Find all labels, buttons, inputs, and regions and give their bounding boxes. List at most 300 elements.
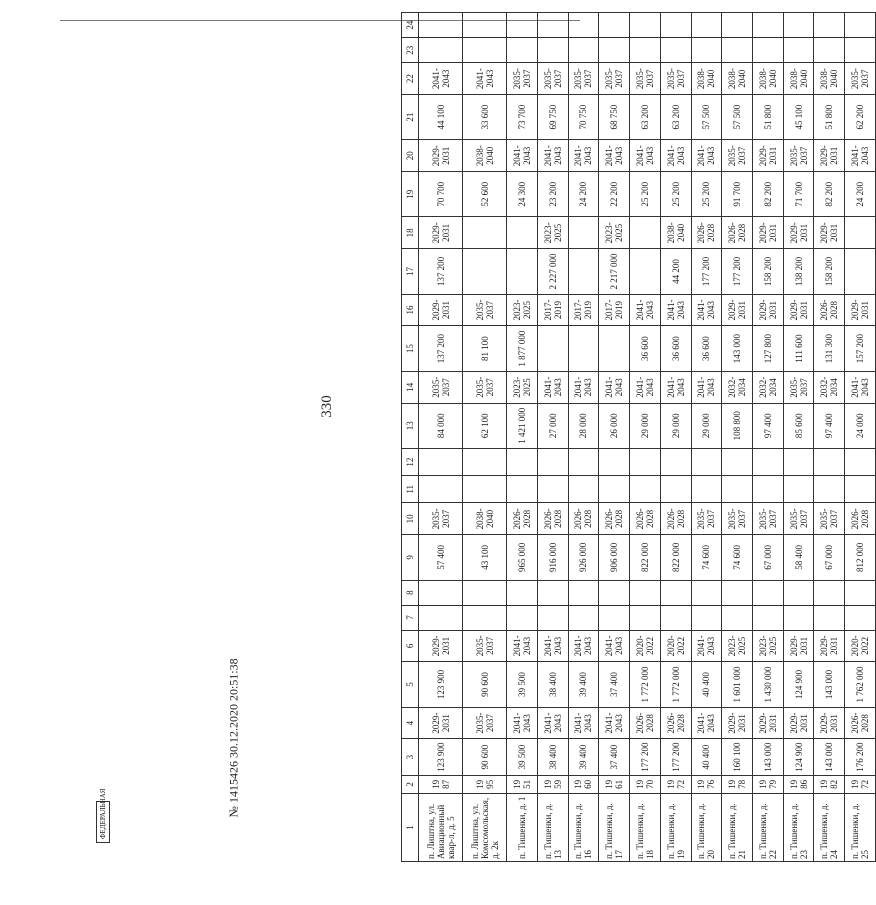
table-cell: 822 000 [660, 535, 691, 580]
table-cell: 2026-2028 [691, 217, 722, 249]
table-cell: 2041-2043 [660, 371, 691, 403]
table-row [722, 13, 753, 862]
table-cell: 2041-2043 [507, 707, 538, 739]
table-cell: 40 400 [691, 662, 722, 707]
table-cell: 111 600 [783, 326, 814, 371]
table-cell: 177 200 [660, 739, 691, 775]
table-cell [722, 13, 753, 38]
column-header: 14 [402, 371, 419, 403]
table-cell [691, 38, 722, 63]
table-cell: 74 600 [691, 535, 722, 580]
table-cell: 2035-2037 [463, 630, 507, 662]
table-cell: 176 200 [845, 739, 876, 775]
column-header: 2 [402, 775, 419, 793]
table-cell: 23 200 [537, 172, 568, 217]
table-cell: 2017-2019 [568, 294, 599, 326]
table-cell [630, 249, 661, 294]
table-cell [845, 605, 876, 630]
table-cell [463, 448, 507, 475]
table-cell: 37 400 [599, 739, 630, 775]
table-cell [660, 38, 691, 63]
table-cell: 1982 [814, 775, 845, 793]
table-cell [845, 217, 876, 249]
table-cell: 97 400 [752, 403, 783, 448]
address-cell: п. Тишенки, д. 24 [814, 793, 845, 861]
table-cell: 2041-2043 [599, 707, 630, 739]
table-cell [845, 580, 876, 605]
table-cell: 91 700 [722, 172, 753, 217]
table-cell: 2026-2028 [660, 707, 691, 739]
page-number: 330 [318, 395, 335, 418]
table-cell [722, 448, 753, 475]
table-cell [568, 326, 599, 371]
table-cell: 1972 [660, 775, 691, 793]
table-cell: 2041-2043 [599, 630, 630, 662]
table-cell: 57 500 [691, 94, 722, 139]
table-cell: 2041-2043 [630, 140, 661, 172]
table-cell [691, 605, 722, 630]
table-cell: 2041-2043 [507, 630, 538, 662]
table-cell: 29 000 [691, 403, 722, 448]
table-cell: 2038-2040 [722, 63, 753, 95]
table-cell [691, 580, 722, 605]
table-cell: 2035-2037 [537, 63, 568, 95]
table-cell [568, 38, 599, 63]
table-cell: 2026-2028 [507, 503, 538, 535]
table-cell [507, 217, 538, 249]
table-cell [599, 448, 630, 475]
table-cell: 2038-2040 [691, 63, 722, 95]
table-cell: 2041-2043 [845, 371, 876, 403]
table-cell: 1995 [463, 775, 507, 793]
table-cell: 177 200 [691, 249, 722, 294]
table-cell [783, 448, 814, 475]
table-cell [630, 580, 661, 605]
table-cell: 2035-2037 [752, 503, 783, 535]
table-cell [537, 13, 568, 38]
table-cell [463, 249, 507, 294]
table-cell [463, 217, 507, 249]
table-cell: 1979 [752, 775, 783, 793]
table-cell: 177 200 [722, 249, 753, 294]
table-cell: 2035-2037 [845, 63, 876, 95]
table-cell: 2041-2043 [691, 140, 722, 172]
table-cell: 2041-2043 [599, 371, 630, 403]
table-cell [630, 476, 661, 503]
table-cell: 44 200 [660, 249, 691, 294]
table-cell: 2026-2028 [814, 294, 845, 326]
table-cell [599, 476, 630, 503]
table-cell: 1976 [691, 775, 722, 793]
table-cell [599, 13, 630, 38]
table-cell: 68 750 [599, 94, 630, 139]
table-cell [419, 38, 463, 63]
address-cell: п. Лиштна, ул. Комсомольская, д. 2к [463, 793, 507, 861]
table-cell [752, 580, 783, 605]
table-cell: 137 200 [419, 326, 463, 371]
table-cell [507, 476, 538, 503]
table-cell: 24 300 [507, 172, 538, 217]
table-cell: 2020-2022 [660, 630, 691, 662]
table-cell [463, 580, 507, 605]
table-cell: 44 100 [419, 94, 463, 139]
table-cell: 1 421 000 [507, 403, 538, 448]
table-cell: 2041-2043 [630, 294, 661, 326]
table-cell: 2041-2043 [630, 371, 661, 403]
table-cell: 138 200 [783, 249, 814, 294]
table-cell: 2032-2034 [814, 371, 845, 403]
address-cell: п. Тишенки, д. 19 [660, 793, 691, 861]
stamp-text: ФЕДЕРАЛЬНАЯ [99, 788, 107, 839]
table-cell [722, 580, 753, 605]
table-cell: 25 200 [660, 172, 691, 217]
table-cell: 123 900 [419, 662, 463, 707]
table-cell: 1961 [599, 775, 630, 793]
table-cell: 2041-2043 [568, 707, 599, 739]
address-cell: п. Тишенки, д. 1 [507, 793, 538, 861]
table-cell [783, 38, 814, 63]
table-cell [537, 38, 568, 63]
table-cell: 39 400 [568, 662, 599, 707]
document-id: № 1415426 30.12.2020 20:51:38 [226, 658, 241, 818]
table-cell [568, 448, 599, 475]
table-cell: 2041-2043 [660, 294, 691, 326]
table-cell: 51 800 [752, 94, 783, 139]
table-cell: 143 000 [814, 662, 845, 707]
table-cell: 1 762 000 [845, 662, 876, 707]
table-cell: 82 200 [752, 172, 783, 217]
column-header: 20 [402, 140, 419, 172]
table-cell: 52 600 [463, 172, 507, 217]
table-cell: 2035-2037 [568, 63, 599, 95]
table-cell [419, 580, 463, 605]
table-cell: 2035-2037 [630, 63, 661, 95]
table-cell: 57 500 [722, 94, 753, 139]
table-cell: 2020-2022 [630, 630, 661, 662]
table-cell: 1978 [722, 775, 753, 793]
table-cell [814, 580, 845, 605]
table-cell: 124 900 [783, 739, 814, 775]
table-cell: 22 200 [599, 172, 630, 217]
table-cell: 67 000 [814, 535, 845, 580]
table-cell: 2041-2043 [568, 371, 599, 403]
table-row [752, 13, 783, 862]
column-header: 19 [402, 172, 419, 217]
table-cell [419, 448, 463, 475]
table-cell: 70 750 [568, 94, 599, 139]
table-cell: 2038-2040 [463, 140, 507, 172]
table-cell: 926 000 [568, 535, 599, 580]
table-cell: 2035-2037 [722, 140, 753, 172]
table-cell: 2023-2025 [507, 371, 538, 403]
table-row [630, 13, 661, 862]
table-cell: 38 400 [537, 739, 568, 775]
table-cell [507, 605, 538, 630]
table-row [463, 13, 507, 862]
table-cell: 74 600 [722, 535, 753, 580]
column-header: 13 [402, 403, 419, 448]
table-cell: 1 430 000 [752, 662, 783, 707]
table-cell: 71 700 [783, 172, 814, 217]
table-cell [783, 13, 814, 38]
table-cell: 25 200 [691, 172, 722, 217]
address-cell: п. Тишенки, д. 21 [722, 793, 753, 861]
table-cell [660, 580, 691, 605]
table-cell: 43 100 [463, 535, 507, 580]
table-cell: 73 700 [507, 94, 538, 139]
table-cell: 58 400 [783, 535, 814, 580]
address-cell: п. Тишенки, д. 23 [783, 793, 814, 861]
table-cell: 2026-2028 [537, 503, 568, 535]
table-cell: 39 500 [507, 739, 538, 775]
table-cell [691, 448, 722, 475]
table-cell [691, 476, 722, 503]
table-cell: 2026-2028 [568, 503, 599, 535]
table-cell: 2029-2031 [814, 140, 845, 172]
header-row [402, 13, 419, 862]
column-header: 24 [402, 13, 419, 38]
table-cell: 2038-2040 [814, 63, 845, 95]
table-cell: 2029-2031 [419, 140, 463, 172]
table-cell: 2026-2028 [599, 503, 630, 535]
table-cell: 28 000 [568, 403, 599, 448]
table-row [660, 13, 691, 862]
table-cell: 2041-2043 [537, 630, 568, 662]
table-row [537, 13, 568, 862]
table-cell: 2029-2031 [845, 294, 876, 326]
table-cell: 2038-2040 [783, 63, 814, 95]
table-cell: 2035-2037 [691, 503, 722, 535]
table-cell [783, 605, 814, 630]
table-cell: 143 000 [752, 739, 783, 775]
table-cell: 81 100 [463, 326, 507, 371]
table-cell: 2029-2031 [752, 294, 783, 326]
table-cell: 2041-2043 [419, 63, 463, 95]
table-cell [722, 38, 753, 63]
table-cell: 812 000 [845, 535, 876, 580]
table-cell: 2035-2037 [419, 503, 463, 535]
table-cell: 2029-2031 [783, 630, 814, 662]
table-cell: 2029-2031 [419, 707, 463, 739]
table-cell: 62 200 [845, 94, 876, 139]
table-cell [722, 476, 753, 503]
table-cell: 2035-2037 [783, 503, 814, 535]
table-cell [568, 249, 599, 294]
table-cell: 2029-2031 [814, 217, 845, 249]
table-cell: 2023-2025 [507, 294, 538, 326]
table-cell [568, 13, 599, 38]
table-cell: 177 200 [630, 739, 661, 775]
table-cell: 29 000 [660, 403, 691, 448]
column-header: 22 [402, 63, 419, 95]
table-cell [463, 13, 507, 38]
table-cell [845, 476, 876, 503]
table-cell [568, 580, 599, 605]
table-cell [419, 13, 463, 38]
table-cell: 2029-2031 [814, 630, 845, 662]
column-header: 5 [402, 662, 419, 707]
table-cell: 36 600 [691, 326, 722, 371]
main-table [401, 12, 876, 862]
column-header: 23 [402, 38, 419, 63]
table-cell: 39 400 [568, 739, 599, 775]
table-row [845, 13, 876, 862]
column-header: 1 [402, 793, 419, 861]
table-cell: 1 772 000 [630, 662, 661, 707]
table-cell: 137 200 [419, 249, 463, 294]
table-cell [845, 38, 876, 63]
table-cell: 2017-2019 [537, 294, 568, 326]
table-cell: 2032-2034 [722, 371, 753, 403]
column-header: 18 [402, 217, 419, 249]
table-cell: 63 200 [630, 94, 661, 139]
table-cell: 2035-2037 [722, 503, 753, 535]
column-header: 10 [402, 503, 419, 535]
table-cell [507, 13, 538, 38]
table-cell [599, 38, 630, 63]
table-cell [752, 605, 783, 630]
table-cell [630, 13, 661, 38]
table-cell: 2038-2040 [752, 63, 783, 95]
table-cell: 2041-2043 [845, 140, 876, 172]
table-cell: 2035-2037 [814, 503, 845, 535]
table-cell: 127 800 [752, 326, 783, 371]
table-cell: 2041-2043 [507, 140, 538, 172]
table-cell: 2035-2037 [783, 371, 814, 403]
table-cell: 24 200 [568, 172, 599, 217]
table-cell: 123 900 [419, 739, 463, 775]
column-header: 15 [402, 326, 419, 371]
table-cell [537, 448, 568, 475]
table-cell: 2023-2025 [722, 630, 753, 662]
table-cell: 2041-2043 [537, 371, 568, 403]
table-cell [845, 249, 876, 294]
table-cell: 38 400 [537, 662, 568, 707]
table-cell [463, 38, 507, 63]
table-cell: 2029-2031 [814, 707, 845, 739]
table-cell: 2 217 000 [599, 249, 630, 294]
table-cell: 2026-2028 [630, 707, 661, 739]
table-cell: 143 000 [814, 739, 845, 775]
table-cell: 37 400 [599, 662, 630, 707]
table-cell: 1959 [537, 775, 568, 793]
table-cell [419, 605, 463, 630]
table-cell [630, 38, 661, 63]
address-cell: п. Тишенки, д. 13 [537, 793, 568, 861]
table-cell [752, 448, 783, 475]
table-cell: 2026-2028 [660, 503, 691, 535]
table-cell [599, 580, 630, 605]
table-cell: 57 400 [419, 535, 463, 580]
table-cell: 51 800 [814, 94, 845, 139]
table-cell [660, 605, 691, 630]
table-cell: 69 750 [537, 94, 568, 139]
table-cell: 1986 [783, 775, 814, 793]
table-cell: 39 500 [507, 662, 538, 707]
table-cell: 2035-2037 [463, 371, 507, 403]
table-cell: 2041-2043 [691, 630, 722, 662]
table-cell: 2023-2025 [599, 217, 630, 249]
table-cell [630, 217, 661, 249]
table-cell: 82 200 [814, 172, 845, 217]
table-cell: 124 900 [783, 662, 814, 707]
table-cell: 2041-2043 [537, 707, 568, 739]
table-cell: 965 000 [507, 535, 538, 580]
table-cell [722, 605, 753, 630]
address-cell: п. Тишенки, д. 18 [630, 793, 661, 861]
table-cell [507, 249, 538, 294]
table-cell [752, 476, 783, 503]
table-cell [537, 326, 568, 371]
table-cell: 27 000 [537, 403, 568, 448]
column-header: 3 [402, 739, 419, 775]
table-cell: 2029-2031 [722, 294, 753, 326]
table-cell: 2041-2043 [691, 294, 722, 326]
table-cell [463, 476, 507, 503]
table-cell: 2041-2043 [691, 707, 722, 739]
address-cell: п. Тишенки, д. 20 [691, 793, 722, 861]
table-cell: 24 000 [845, 403, 876, 448]
table-cell [814, 38, 845, 63]
table-cell: 33 600 [463, 94, 507, 139]
table-cell: 158 200 [752, 249, 783, 294]
table-row [568, 13, 599, 862]
table-cell [630, 448, 661, 475]
table-cell [568, 476, 599, 503]
table-cell: 2029-2031 [783, 707, 814, 739]
table-cell: 84 000 [419, 403, 463, 448]
table-cell: 2 227 000 [537, 249, 568, 294]
table-cell: 2035-2037 [507, 63, 538, 95]
table-cell: 2035-2037 [463, 294, 507, 326]
table-cell: 2026-2028 [845, 707, 876, 739]
table-cell: 36 600 [630, 326, 661, 371]
column-header: 6 [402, 630, 419, 662]
table-cell: 2029-2031 [752, 140, 783, 172]
table-cell: 2035-2037 [599, 63, 630, 95]
table-cell: 1972 [845, 775, 876, 793]
table-cell: 2041-2043 [599, 140, 630, 172]
table-cell: 2029-2031 [722, 707, 753, 739]
table-cell: 25 200 [630, 172, 661, 217]
table-cell: 2041-2043 [537, 140, 568, 172]
table-cell [507, 448, 538, 475]
table-cell: 2035-2037 [463, 707, 507, 739]
table-cell: 1 877 000 [507, 326, 538, 371]
table-cell: 2041-2043 [660, 140, 691, 172]
table-cell [783, 476, 814, 503]
table-cell: 2026-2028 [630, 503, 661, 535]
table-cell: 2041-2043 [568, 630, 599, 662]
table-row [599, 13, 630, 862]
table-cell: 158 200 [814, 249, 845, 294]
table-cell: 2029-2031 [419, 217, 463, 249]
table-cell: 45 100 [783, 94, 814, 139]
table-cell [660, 448, 691, 475]
table-cell [568, 605, 599, 630]
table-cell [814, 448, 845, 475]
table-cell [845, 13, 876, 38]
table-cell: 131 300 [814, 326, 845, 371]
table-row [783, 13, 814, 862]
table-cell: 2035-2037 [419, 371, 463, 403]
table-cell: 2020-2022 [845, 630, 876, 662]
table-cell: 97 400 [814, 403, 845, 448]
table-cell: 2017-2019 [599, 294, 630, 326]
table-cell: 26 000 [599, 403, 630, 448]
table-cell: 2032-2034 [752, 371, 783, 403]
table-cell: 2035-2037 [660, 63, 691, 95]
